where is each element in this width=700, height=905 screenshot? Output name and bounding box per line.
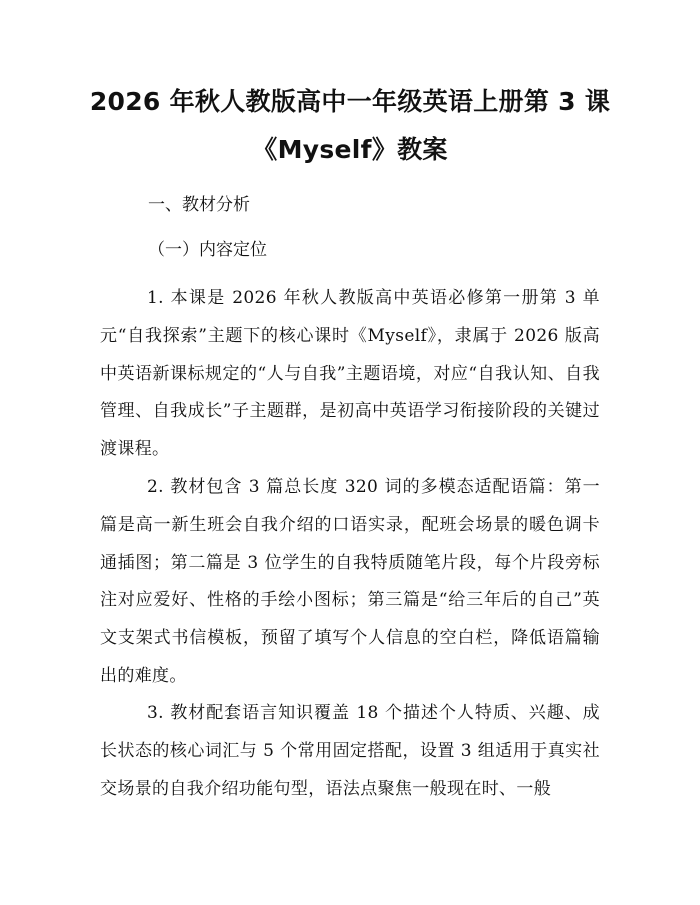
paragraph-3: 3. 教材配套语言知识覆盖 18 个描述个人特质、兴趣、成长状态的核心词汇与 5 个常用固定搭配，设置 3 组适用于真实社交场景的自我介绍功能句型，语法点聚焦一般现在时、一般 [100,703,600,799]
subsection-heading: （一）内容定位 [148,240,267,260]
paragraph-2: 2. 教材包含 3 篇总长度 320 词的多模态适配语篇：第一篇是高一新生班会自我介绍的口语实录，配班会场景的暖色调卡通插图；第二篇是 3 位学生的自我特质随笔片段，每个片段旁标注对应爱好、性格的手绘小图标；第三篇是“给三年后的自己”英文支架式书信模板，预留了填写个人信息的空白栏，降低语篇输出的难度。 [100,477,600,686]
document-title-line-1: 2026 年秋人教版高中一年级英语上册第 3 课 [89,87,611,116]
paragraph-1: 1. 本课是 2026 年秋人教版高中英语必修第一册第 3 单元“自我探索”主题下的核心课时《Myself》，隶属于 2026 版高中英语新课标规定的“人与自我”主题语境，对应“自我认知、自我管理、自我成长”子主题群，是初高中英语学习衔接阶段的关键过渡课程。 [100,288,600,460]
section-heading: 一、教材分析 [148,195,250,215]
document-title-line-2: 《Myself》教案 [252,135,448,164]
